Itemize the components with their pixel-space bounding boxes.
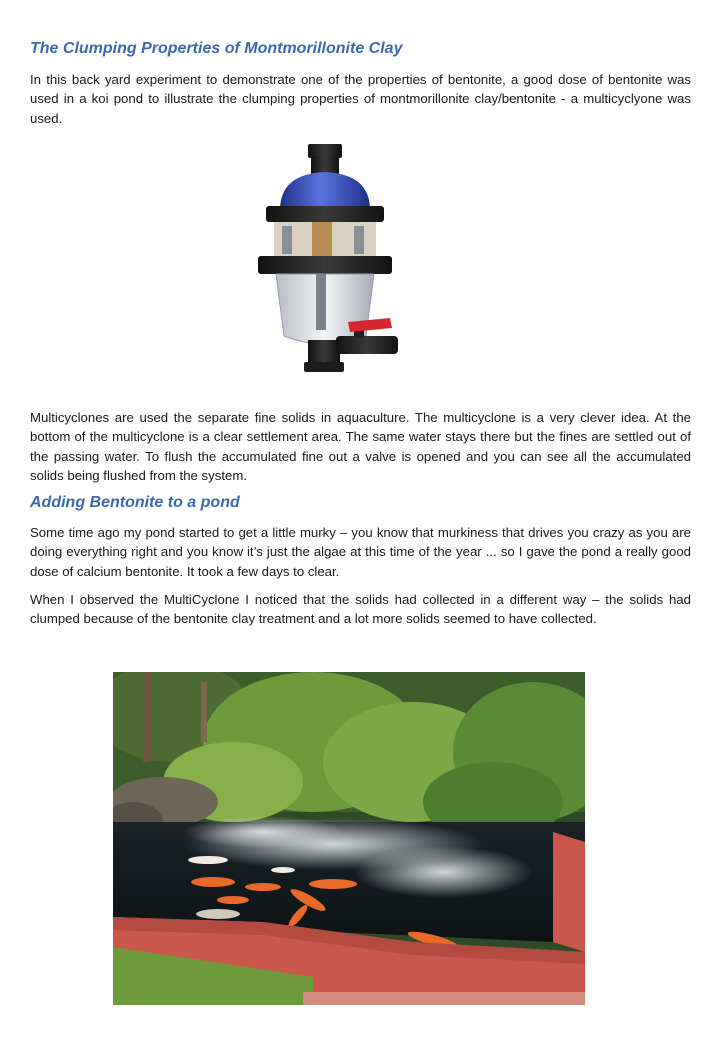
section-title-clumping: The Clumping Properties of Montmorillonite Clay (30, 40, 403, 57)
multicyclone-paragraph: Multicyclones are used the separate fine solids in aquaculture. The multicyclone is a very clever idea. At the bottom of the multicyclone is a clear settlement area. The same water stays there but the fines are settled out of the passing water. To flush the accumulated fine out a valve is opened and you can see all the accumulated solids being flushed from the system. (30, 410, 691, 484)
intro-paragraph: In this back yard experiment to demonstrate one of the properties of bentonite, a good dose of bentonite was used in a koi pond to illustrate the clumping properties of montmorillonite clay/bentonite - a multicyclyone was used. (30, 72, 691, 126)
murky-pond-paragraph: Some time ago my pond started to get a little murky – you know that murkiness that drives you crazy as you are doing everything right and you know it’s just the algae at this time of the year ... so I gave the pond a really good dose of calcium bentonite. It took a few days to clear. (30, 525, 691, 579)
section-title-adding-bentonite: Adding Bentonite to a pond (30, 494, 240, 511)
multicyclone-image (250, 140, 405, 380)
koi-pond-photo (113, 672, 585, 1005)
observation-paragraph: When I observed the MultiCyclone I noticed that the solids had collected in a different way – the solids had clumped because of the bentonite clay treatment and a lot more solids seemed to have collected. (30, 592, 691, 627)
